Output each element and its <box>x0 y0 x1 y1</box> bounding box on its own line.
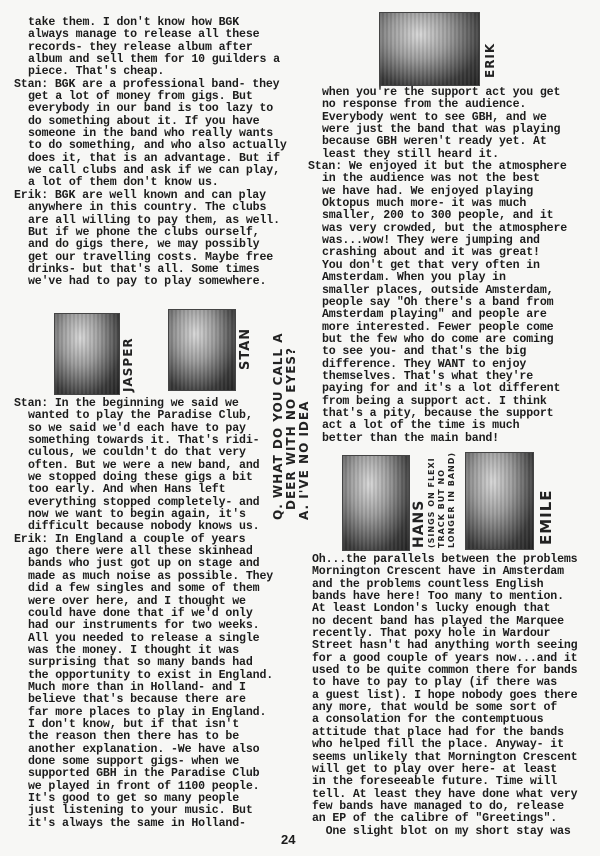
text-line: surprising that so many bands had <box>28 656 253 670</box>
text-line: recently. That poxy hole in Wardour <box>312 627 551 641</box>
photo-jasper <box>54 313 120 395</box>
text-line: done some support gigs- when we <box>28 754 240 768</box>
text-line: seems unlikely that Mornington Crescent <box>312 750 578 764</box>
photo-emile <box>465 452 534 550</box>
text-line: used to be quite common there for bands <box>312 664 578 678</box>
text-line: get our travelling costs. Maybe free <box>28 250 274 264</box>
text-line: who helped fill the place. Anyway- it <box>312 738 564 752</box>
text-line: believe that's because there are <box>28 693 246 707</box>
joke-question-line-1: Q. WHAT DO YOU CALL A <box>271 332 285 520</box>
text-line: had our instruments for two weeks. <box>28 619 260 633</box>
text-line: Mornington Crescent have in Amsterdam <box>312 565 564 579</box>
text-line: a lot of them don't know us. <box>28 176 219 190</box>
joke-question <box>272 332 311 520</box>
text-line: we played in front of 1100 people. <box>28 779 260 793</box>
text-line: to do something, and who also actually <box>28 139 287 153</box>
text-line: supported GBH in the Paradise Club <box>28 767 260 781</box>
text-line: One slight blot on my short stay was <box>312 824 571 838</box>
text-line: wanted to play the Paradise Club, <box>28 409 253 423</box>
text-line: paying for and it's a lot different <box>322 382 561 396</box>
text-line: album and sell them for 10 guilders a <box>28 53 280 67</box>
text-line: drinks- but that's all. Some times <box>28 262 260 276</box>
text-line: to see you- and that's the big <box>322 345 527 359</box>
text-line: we have had. We enjoyed playing <box>322 184 534 198</box>
text-line: was...wow! They were jumping and <box>322 234 540 248</box>
text-line: Street hasn't had anything worth seeing <box>312 639 578 653</box>
text-line: in the audience was not the best <box>322 172 540 186</box>
text-line: At least London's lucky enough that <box>312 602 551 616</box>
left-column-top <box>14 17 287 289</box>
text-line: from being a support act. I think <box>322 394 547 408</box>
text-line: records- they release album after <box>28 40 253 54</box>
joke-question-line-2: DEER WITH NO EYES? <box>284 347 298 510</box>
text-line: anywhere in this country. The clubs <box>28 201 267 215</box>
text-line: and the problems countless English <box>312 577 544 591</box>
text-line: Amsterdam playing" and people are <box>322 308 547 322</box>
photo-hans <box>342 455 410 551</box>
caption-emile: EMILE <box>537 489 555 545</box>
text-line: the reason then there has to be <box>28 730 240 744</box>
text-line: piece. That's cheap. <box>28 65 165 79</box>
text-line: when you're the support act you get <box>322 86 561 99</box>
text-line: better than the main band! <box>322 431 499 445</box>
caption-hans-note-2: TRACK BUT NO <box>437 469 446 548</box>
caption-hans-note-3: LONGER IN BAND) <box>447 451 456 548</box>
text-line: were just the band that was playing <box>322 123 561 137</box>
text-line: Erik: BGK are well known and can play <box>14 188 266 202</box>
text-line: a consolation for the contemptuous <box>312 713 544 727</box>
text-line: everything stopped completely- and <box>28 495 260 509</box>
text-line: smaller places, outside Amsterdam, <box>322 283 554 297</box>
text-line: Oh...the parallels between the problems <box>312 553 578 566</box>
text-line: we've had to pay to play somewhere. <box>28 275 267 289</box>
text-line: too early. And when Hans left <box>28 483 226 497</box>
text-line: to have to pay to play (if there was <box>312 676 558 690</box>
caption-hans <box>412 452 457 548</box>
text-line: a guest list). I hope nobody goes there <box>312 688 578 702</box>
text-line: culous, we couldn't do that very <box>28 446 246 460</box>
text-line: act a lot of the time is much <box>322 419 520 433</box>
text-line: take them. I don't know how BGK <box>28 16 240 29</box>
text-line: now we want to begin again, it's <box>28 508 246 522</box>
text-line: far more places to play in England. <box>28 705 267 719</box>
text-line: least they still heard it. <box>322 147 499 161</box>
text-line: do something about it. If you have <box>28 114 260 128</box>
text-line: bands have here! Too many to mention. <box>312 590 564 604</box>
caption-stan: STAN <box>238 327 253 370</box>
text-line: attitude that place had for the bands <box>312 725 564 739</box>
text-line: Stan: In the beginning we said we <box>14 397 239 410</box>
text-line: difference. They WANT to enjoy <box>322 357 527 371</box>
text-line: often. But we were a new band, and <box>28 458 260 472</box>
text-line: and do gigs there, we may possibly <box>28 238 260 252</box>
text-line: just listening to your music. But <box>28 804 253 818</box>
text-line: any more, that would be some sort of <box>312 701 558 715</box>
text-line: people say "Oh there's a band from <box>322 295 554 309</box>
text-line: the opportunity to exist in England. <box>28 668 274 682</box>
text-line: for a good couple of years now...and it <box>312 651 578 665</box>
text-line: more interested. Fewer people come <box>322 320 554 334</box>
text-line: made as much noise as possible. They <box>28 569 274 583</box>
right-column-top <box>308 87 567 445</box>
page-number: 24 <box>281 832 296 847</box>
editorial-text <box>312 554 578 838</box>
text-line: tell. At least they have done what very <box>312 787 578 801</box>
text-line: another explanation. -We have also <box>28 742 260 756</box>
text-line: bands who just got up on stage and <box>28 557 260 571</box>
text-line: Everybody went to see GBH, and we <box>322 110 547 124</box>
caption-jasper: JASPER <box>121 337 135 392</box>
left-column-bottom <box>14 398 273 830</box>
text-line: were over here, and I thought we <box>28 594 246 608</box>
text-line: was very crowded, but the atmosphere <box>322 221 568 235</box>
text-line: smaller, 200 to 300 people, and it <box>322 209 554 223</box>
text-line: get a lot of money from gigs. But <box>28 90 253 104</box>
text-line: few bands have managed to do, release <box>312 799 564 813</box>
text-line: ago there were all these skinhead <box>28 545 253 559</box>
text-line: everybody in our band is too lazy to <box>28 102 274 116</box>
text-line: was the money. I thought it was <box>28 643 240 657</box>
text-line: Stan: BGK are a professional band- they <box>14 77 280 91</box>
text-line: no response from the audience. <box>322 98 527 112</box>
text-line: But if we phone the clubs ourself, <box>28 225 260 239</box>
text-line: no decent band has played the Marquee <box>312 614 564 628</box>
text-line: does it, that is an advantage. But if <box>28 151 280 165</box>
photo-erik <box>379 12 480 86</box>
joke-answer: A. I'VE NO IDEA <box>297 400 311 520</box>
text-line: Much more than in Holland- and I <box>28 680 246 694</box>
text-line: an EP of the calibre of "Greetings". <box>312 812 558 826</box>
text-line: Erik: In England a couple of years <box>14 532 246 546</box>
text-line: Stan: We enjoyed it but the atmosphere <box>308 160 567 174</box>
caption-hans-note-1: (SINGS ON FLEXI <box>427 457 436 548</box>
text-line: because GBH weren't ready yet. At <box>322 135 547 149</box>
text-line: All you needed to release a single <box>28 631 260 645</box>
text-line: something towards it. That's ridi- <box>28 434 260 448</box>
text-line: I don't know, but if that isn't <box>28 717 240 731</box>
text-line: someone in the band who really wants <box>28 127 274 141</box>
text-line: we stopped doing these gigs a bit <box>28 471 253 485</box>
text-line: could have done that if we'd only <box>28 606 253 620</box>
caption-hans-name: HANS <box>411 499 427 548</box>
text-line: themselves. That's what they're <box>322 369 534 383</box>
caption-erik: ERIK <box>483 42 497 78</box>
text-line: Oktopus much more- it was much <box>322 197 527 211</box>
text-line: difficult because nobody knows us. <box>28 520 260 534</box>
text-line: did a few singles and some of them <box>28 582 260 596</box>
text-line: that's a pity, because the support <box>322 406 554 420</box>
text-line: so we said we'd each have to pay <box>28 421 246 435</box>
photo-stan <box>168 309 236 391</box>
text-line: You don't get that very often in <box>322 258 540 272</box>
text-line: it's always the same in Holland- <box>28 816 246 830</box>
text-line: in the foreseeable future. Time will <box>312 775 558 789</box>
text-line: we call clubs and ask if we can play, <box>28 164 280 178</box>
text-line: but the few who do come are coming <box>322 332 554 346</box>
text-line: crashing about and it was great! <box>322 246 540 260</box>
text-line: It's good to get so many people <box>28 792 240 805</box>
text-line: will get to play over here- at least <box>312 762 558 776</box>
text-line: are all willing to pay them, as well. <box>28 213 280 227</box>
text-line: Amsterdam. When you play in <box>322 271 506 285</box>
text-line: always manage to release all these <box>28 28 260 42</box>
